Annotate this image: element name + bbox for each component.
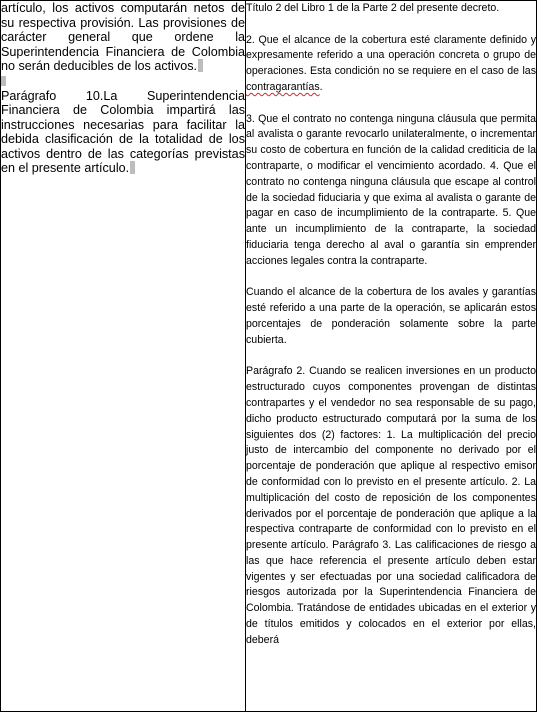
right-paragraph-5: Parágrafo 2. Cuando se realicen inversiones en un producto estructurado cuyos componentes provengan de distintas contrapartes y el vendedor no sea responsable de su pago, dicho producto estructurado computará por la suma de los siguientes dos (2) factores: 1. La multiplicación del precio justo de intercambio del componente no derivado por el porcentaje de ponderación que aplique al respectivo emisor de conformidad con lo previsto en el presente artículo. 2. La multiplicación del costo de reposición de los componentes derivados por el porcentaje de ponderación que aplique a la respectiva contraparte de conformidad con lo previsto en el presente artículo. Parágrafo 3. Las calificaciones de riesgo a las que hace referencia el presente artículo deben estar vigentes y ser efectuadas por una sociedad calificadora de riesgos autorizada por la Superintendencia Financiera de Colombia. Tratándose de entidades ubicadas en el exterior y de títulos emitidos y colocados en el exterior por ellas, deberá bbox=[246, 365, 536, 646]
left-paragraph-1 bbox=[1, 1, 245, 74]
formatting-mark-icon bbox=[130, 161, 135, 174]
right-paragraph-2 bbox=[246, 33, 536, 96]
right-column-cell bbox=[246, 1, 537, 712]
right-paragraph-4: Cuando el alcance de la cobertura de los avales y garantías esté referido a una parte de la operación, se aplicarán estos porcentajes de ponderación solamente sobre la parte cubierta. bbox=[246, 286, 536, 346]
left-paragraph-1-text: artículo, los activos computarán netos de su respectiva provisión. Las provisiones de carácter general que ordene la Superintendencia Financiera de Colombia no serán deducibles de los activos. bbox=[1, 1, 245, 73]
left-column-cell bbox=[1, 1, 246, 712]
left-paragraph-2-text: Parágrafo 10.La Superintendencia Financiera de Colombia impartirá las instrucciones necesarias para facilitar la debida clasificación de la totalidad de los activos dentro de las categorías previstas en el presente artículo. bbox=[1, 88, 245, 175]
left-paragraph-2 bbox=[1, 89, 245, 176]
right-paragraph-2-end: . bbox=[319, 80, 323, 93]
spellcheck-flagged-word[interactable]: contragarantías bbox=[246, 80, 320, 93]
right-paragraph-1: Título 2 del Libro 1 de la Parte 2 del presente decreto. bbox=[246, 2, 500, 14]
right-paragraph-2-text: 2. Que el alcance de la cobertura esté claramente definido y expresamente referido a una operación concreta o grupo de operaciones. Esta condición no se requiere en el caso de las bbox=[246, 33, 536, 78]
table-row bbox=[1, 1, 537, 712]
paragraph-mark-icon bbox=[1, 76, 6, 86]
right-paragraph-3: 3. Que el contrato no contenga ninguna cláusula que permita al avalista o garante revocarlo unilateralmente, o incrementar su costo de cobertura en función de la calidad crediticia de la contraparte, o modificar el vencimiento acordado. 4. Que el contrato no contenga ninguna cláusula que escape al control de la sociedad fiduciaria y que exima al avalista o garante de pagar en caso de incumplimiento de la contraparte. 5. Que ante un incumplimiento de la contraparte, la sociedad fiduciaria tenga derecho al aval o garantía sin emprender acciones legales contra la contraparte. bbox=[246, 112, 536, 267]
formatting-mark-icon bbox=[198, 59, 203, 72]
